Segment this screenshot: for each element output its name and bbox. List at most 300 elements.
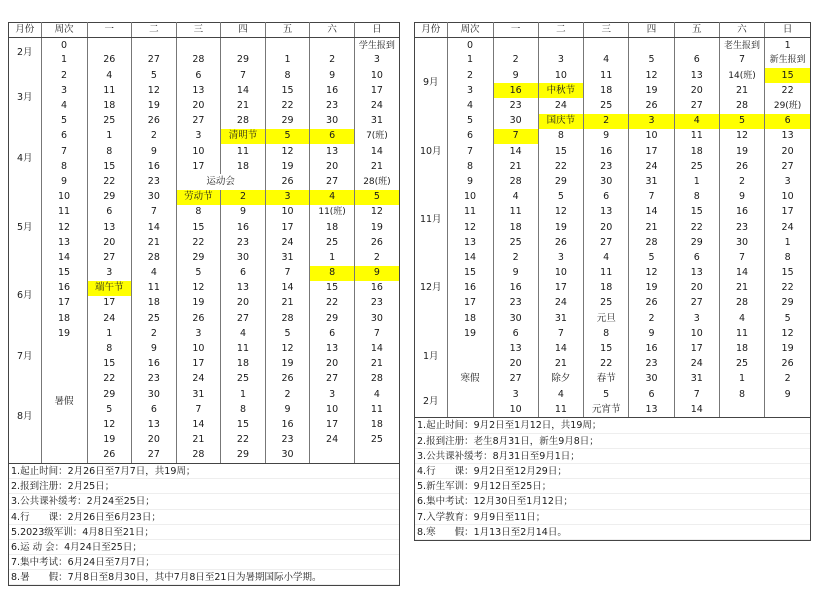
calendar-cell: 国庆节 bbox=[538, 114, 583, 129]
calendar-cell: 3 bbox=[447, 83, 493, 98]
calendar-cell: 22 bbox=[176, 235, 221, 250]
table-row bbox=[9, 296, 399, 311]
calendar-cell: 7 bbox=[265, 266, 310, 281]
calendar-cell: 1 bbox=[221, 387, 266, 402]
calendar-cell: 17 bbox=[674, 341, 719, 356]
calendar-cell: 9 bbox=[132, 341, 177, 356]
calendar-cell: 9 bbox=[493, 68, 538, 83]
table-row bbox=[415, 281, 810, 296]
calendar-cell: 4 bbox=[584, 250, 629, 265]
calendar-cell bbox=[87, 38, 132, 53]
calendar-cell: 25 bbox=[87, 114, 132, 129]
calendar-cell: 3 bbox=[265, 190, 310, 205]
calendar-cell: 8 bbox=[538, 129, 583, 144]
calendar-cell: 清明节 bbox=[221, 129, 266, 144]
calendar-cell: 24 bbox=[176, 372, 221, 387]
header-cell: 二 bbox=[132, 23, 177, 38]
calendar-cell: 12 bbox=[781, 327, 794, 339]
table-row bbox=[9, 129, 399, 144]
calendar-cell: 14 bbox=[221, 83, 266, 98]
calendar-cell: 7 bbox=[373, 327, 380, 339]
calendar-cell: 29 bbox=[176, 250, 221, 265]
note-line: 1.起止时间：9月2日至1月12日，共19周； bbox=[415, 418, 810, 433]
table-row bbox=[9, 68, 399, 83]
calendar-cell: 23 bbox=[493, 296, 538, 311]
calendar-cell: 9 bbox=[310, 68, 355, 83]
calendar-cell: 18 bbox=[493, 220, 538, 235]
calendar-cell: 8 bbox=[674, 190, 719, 205]
calendar-cell: 6 bbox=[41, 129, 87, 144]
calendar-cell: 9 bbox=[132, 144, 177, 159]
calendar-cell: 23 bbox=[221, 235, 266, 250]
calendar-cell: 4 bbox=[221, 326, 266, 341]
calendar-cell bbox=[310, 448, 355, 463]
calendar-cell: 15 bbox=[41, 266, 87, 281]
calendar-cell: 16 bbox=[132, 159, 177, 174]
calendar-cell: 14 bbox=[447, 250, 493, 265]
calendar-cell: 29 bbox=[221, 53, 266, 68]
calendar-cell: 21 bbox=[538, 357, 583, 372]
calendar-cell: 13 bbox=[41, 235, 87, 250]
header-cell: 一 bbox=[87, 23, 132, 38]
header-cell: 周次 bbox=[41, 23, 87, 38]
note-line: 1.起止时间：2月26日至7月7日，共19周； bbox=[9, 464, 399, 479]
calendar-cell: 6 bbox=[674, 53, 719, 68]
calendar-cell: 2 bbox=[132, 326, 177, 341]
calendar-cell: 12 bbox=[538, 205, 583, 220]
calendar-cell: 1 bbox=[784, 236, 791, 248]
calendar-cell: 12 bbox=[265, 144, 310, 159]
calendar-cell: 7 bbox=[719, 53, 764, 68]
calendar-cell: 31 bbox=[176, 387, 221, 402]
calendar-cell: 24 bbox=[674, 357, 719, 372]
calendar-cell: 7(班) bbox=[366, 131, 388, 142]
calendar-cell: 20 bbox=[674, 281, 719, 296]
calendar-cell: 4 bbox=[87, 68, 132, 83]
calendar-cell: 19 bbox=[176, 296, 221, 311]
calendar-cell: 9 bbox=[354, 266, 399, 281]
calendar-cell: 9 bbox=[719, 190, 764, 205]
calendar-cell: 30 bbox=[132, 387, 177, 402]
autumn-semester-calendar bbox=[414, 22, 811, 541]
table-row bbox=[9, 38, 399, 53]
calendar-cell: 22 bbox=[584, 357, 629, 372]
calendar-cell: 端午节 bbox=[87, 281, 132, 296]
calendar-cell: 27 bbox=[310, 372, 355, 387]
calendar-cell: 13 bbox=[87, 220, 132, 235]
calendar-cell: 4 bbox=[41, 98, 87, 113]
calendar-cell: 16 bbox=[719, 205, 764, 220]
calendar-cell bbox=[221, 38, 266, 53]
calendar-cell: 23 bbox=[629, 357, 674, 372]
calendar-cell: 26 bbox=[87, 448, 132, 463]
calendar-cell: 6 bbox=[221, 266, 266, 281]
calendar-cell: 8 bbox=[784, 251, 791, 263]
note-line: 4.行 课：2月26日至6月23日； bbox=[9, 510, 399, 525]
calendar-cell: 31 bbox=[370, 115, 383, 127]
calendar-cell: 13 bbox=[629, 402, 674, 417]
header-cell: 月份 bbox=[415, 23, 447, 38]
header-cell: 周次 bbox=[447, 23, 493, 38]
calendar-cell: 18 bbox=[719, 341, 764, 356]
calendar-cell: 12 bbox=[629, 68, 674, 83]
autumn-notes bbox=[415, 417, 810, 540]
calendar-cell: 26 bbox=[265, 372, 310, 387]
calendar-cell: 15 bbox=[87, 159, 132, 174]
spring-calendar-table bbox=[9, 22, 399, 463]
calendar-cell: 29(班) bbox=[773, 101, 802, 112]
calendar-cell: 17 bbox=[370, 84, 383, 96]
table-row bbox=[415, 250, 810, 265]
calendar-cell: 6 bbox=[674, 250, 719, 265]
calendar-cell: 8 bbox=[310, 266, 355, 281]
table-row bbox=[9, 98, 399, 113]
calendar-cell: 学生报到 bbox=[358, 40, 395, 51]
table-row bbox=[415, 326, 810, 341]
calendar-cell: 30 bbox=[310, 114, 355, 129]
calendar-cell: 12 bbox=[176, 281, 221, 296]
calendar-cell: 9 bbox=[41, 174, 87, 189]
header-cell: 四 bbox=[629, 23, 674, 38]
calendar-cell: 9 bbox=[493, 266, 538, 281]
calendar-cell: 2 bbox=[132, 129, 177, 144]
calendar-cell: 30 bbox=[370, 312, 383, 324]
calendar-cell: 5 bbox=[132, 68, 177, 83]
calendar-cell: 13 bbox=[674, 266, 719, 281]
calendar-cell: 5 bbox=[584, 387, 629, 402]
calendar-cell: 27 bbox=[584, 235, 629, 250]
calendar-cell: 13 bbox=[584, 205, 629, 220]
table-row bbox=[415, 144, 810, 159]
calendar-cell: 19 bbox=[87, 433, 132, 448]
calendar-cell: 13 bbox=[310, 144, 355, 159]
calendar-cell: 18 bbox=[370, 418, 383, 430]
calendar-cell: 21 bbox=[132, 235, 177, 250]
calendar-cell: 0 bbox=[447, 38, 493, 53]
calendar-cell: 14 bbox=[176, 417, 221, 432]
calendar-cell: 19 bbox=[719, 144, 764, 159]
calendar-cell: 26 bbox=[629, 296, 674, 311]
calendar-cell: 2 bbox=[41, 68, 87, 83]
calendar-cell: 21 bbox=[370, 160, 383, 172]
calendar-cell: 28(班) bbox=[363, 176, 391, 187]
calendar-cell: 29 bbox=[310, 311, 355, 326]
spring-notes bbox=[9, 463, 399, 586]
calendar-cell: 7 bbox=[629, 190, 674, 205]
calendar-cell: 22 bbox=[221, 433, 266, 448]
calendar-cell: 12 bbox=[370, 206, 383, 218]
calendar-cell: 14 bbox=[132, 220, 177, 235]
calendar-cell: 13 bbox=[310, 341, 355, 356]
calendar-cell: 17 bbox=[538, 281, 583, 296]
calendar-cell: 28 bbox=[176, 448, 221, 463]
calendar-cell: 8 bbox=[41, 159, 87, 174]
calendar-cell: 26 bbox=[538, 235, 583, 250]
calendar-cell: 2 bbox=[584, 114, 629, 129]
calendar-cell: 22 bbox=[87, 174, 132, 189]
calendar-cell: 31 bbox=[674, 372, 719, 387]
calendar-cell bbox=[493, 38, 538, 53]
calendar-cell: 24 bbox=[370, 100, 383, 112]
table-row bbox=[9, 174, 399, 189]
calendar-cell: 2 bbox=[719, 174, 764, 189]
table-row bbox=[9, 205, 399, 220]
calendar-cell: 9 bbox=[584, 129, 629, 144]
calendar-cell: 5 bbox=[447, 114, 493, 129]
table-row bbox=[415, 114, 810, 129]
calendar-cell: 29 bbox=[87, 387, 132, 402]
calendar-cell: 9 bbox=[784, 388, 791, 400]
calendar-cell: 17 bbox=[176, 159, 221, 174]
header-cell: 日 bbox=[765, 23, 810, 38]
calendar-cell: 27 bbox=[132, 448, 177, 463]
calendar-cell: 20 bbox=[493, 357, 538, 372]
calendar-cell: 6 bbox=[132, 402, 177, 417]
calendar-cell: 11 bbox=[447, 205, 493, 220]
calendar-cell: 16 bbox=[629, 341, 674, 356]
calendar-cell: 30 bbox=[584, 174, 629, 189]
calendar-cell bbox=[765, 402, 810, 417]
calendar-cell: 3月 bbox=[9, 68, 41, 129]
calendar-cell: 1 bbox=[87, 326, 132, 341]
calendar-cell bbox=[9, 448, 41, 463]
calendar-cell: 19 bbox=[265, 159, 310, 174]
calendar-cell: 15 bbox=[310, 281, 355, 296]
calendar-cell: 2 bbox=[629, 311, 674, 326]
calendar-cell: 16 bbox=[493, 281, 538, 296]
calendar-cell: 4 bbox=[674, 114, 719, 129]
table-row bbox=[415, 83, 810, 98]
calendar-cell: 新生报到 bbox=[769, 55, 806, 66]
calendar-cell: 4 bbox=[719, 311, 764, 326]
calendar-cell: 暑假 bbox=[41, 341, 87, 463]
calendar-cell: 10 bbox=[370, 69, 383, 81]
calendar-cell: 11 bbox=[584, 266, 629, 281]
calendar-cell: 6 bbox=[765, 114, 810, 129]
calendar-cell: 11 bbox=[132, 281, 177, 296]
table-row bbox=[415, 220, 810, 235]
calendar-cell: 11 bbox=[370, 403, 383, 415]
calendar-cell: 寒假 bbox=[447, 341, 493, 417]
calendar-cell: 24 bbox=[538, 296, 583, 311]
header-cell: 三 bbox=[584, 23, 629, 38]
calendar-cell: 17 bbox=[41, 296, 87, 311]
calendar-cell: 18 bbox=[41, 311, 87, 326]
calendar-cell: 19 bbox=[781, 343, 794, 355]
calendar-cell: 17 bbox=[447, 296, 493, 311]
table-row bbox=[415, 205, 810, 220]
note-line: 2.报到注册：老生8月31日，新生9月8日； bbox=[415, 434, 810, 449]
calendar-cell: 18 bbox=[584, 281, 629, 296]
calendar-cell: 3 bbox=[310, 387, 355, 402]
calendar-cell: 1 bbox=[719, 372, 764, 387]
note-line: 8.暑 假：7月8日至8月30日，其中7月8日至21日为暑期国际小学期。 bbox=[9, 570, 399, 585]
calendar-cell: 26 bbox=[629, 98, 674, 113]
calendar-cell: 22 bbox=[87, 372, 132, 387]
calendar-cell: 春节 bbox=[584, 372, 629, 387]
table-row bbox=[9, 144, 399, 159]
calendar-cell: 1 bbox=[265, 53, 310, 68]
header-cell: 月份 bbox=[9, 23, 41, 38]
calendar-cell: 13 bbox=[781, 130, 794, 142]
calendar-cell: 18 bbox=[584, 83, 629, 98]
calendar-cell bbox=[415, 38, 447, 53]
calendar-cell: 13 bbox=[493, 341, 538, 356]
calendar-cell: 4月 bbox=[9, 129, 41, 190]
calendar-cell: 28 bbox=[629, 235, 674, 250]
calendar-cell: 元旦 bbox=[584, 311, 629, 326]
calendar-cell: 12 bbox=[629, 266, 674, 281]
calendar-cell: 3 bbox=[87, 266, 132, 281]
calendar-cell: 2 bbox=[447, 68, 493, 83]
calendar-cell: 16 bbox=[584, 144, 629, 159]
calendar-cell: 8 bbox=[719, 387, 764, 402]
calendar-cell: 15 bbox=[87, 357, 132, 372]
calendar-cell: 24 bbox=[781, 221, 794, 233]
table-row bbox=[415, 129, 810, 144]
calendar-cell: 5 bbox=[784, 312, 791, 324]
calendar-cell: 26 bbox=[781, 358, 794, 370]
calendar-cell: 27 bbox=[493, 372, 538, 387]
calendar-cell: 7 bbox=[674, 387, 719, 402]
calendar-cell: 19 bbox=[538, 220, 583, 235]
calendar-cell: 21 bbox=[629, 220, 674, 235]
calendar-cell: 16 bbox=[493, 83, 538, 98]
calendar-cell: 16 bbox=[41, 281, 87, 296]
calendar-cell: 11月 bbox=[415, 190, 447, 251]
calendar-cell: 7月 bbox=[9, 326, 41, 387]
calendar-cell: 25 bbox=[132, 311, 177, 326]
note-line: 7.入学教育：9月9日至11日； bbox=[415, 510, 810, 525]
calendar-cell: 7 bbox=[41, 144, 87, 159]
calendar-cell: 31 bbox=[265, 250, 310, 265]
calendar-cell: 6 bbox=[493, 326, 538, 341]
calendar-cell: 4 bbox=[493, 190, 538, 205]
calendar-cell: 14 bbox=[538, 341, 583, 356]
calendar-cell: 10 bbox=[41, 190, 87, 205]
calendar-cell: 29 bbox=[674, 235, 719, 250]
calendar-cell: 30 bbox=[221, 250, 266, 265]
calendar-cell: 14 bbox=[493, 144, 538, 159]
calendar-cell: 4 bbox=[538, 387, 583, 402]
calendar-cell: 12 bbox=[41, 220, 87, 235]
calendar-cell: 25 bbox=[370, 434, 383, 446]
calendar-cell bbox=[132, 38, 177, 53]
calendar-cell: 4 bbox=[310, 190, 355, 205]
calendar-cell: 15 bbox=[265, 83, 310, 98]
calendar-cell: 15 bbox=[221, 417, 266, 432]
calendar-cell: 运动会 bbox=[176, 174, 265, 189]
calendar-cell: 27 bbox=[674, 98, 719, 113]
header-cell: 五 bbox=[265, 23, 310, 38]
calendar-cell: 8 bbox=[87, 341, 132, 356]
calendar-cell: 8 bbox=[221, 402, 266, 417]
calendar-cell: 14 bbox=[629, 205, 674, 220]
calendar-cell: 2 bbox=[493, 53, 538, 68]
calendar-cell: 1 bbox=[674, 174, 719, 189]
calendar-cell: 8 bbox=[265, 68, 310, 83]
note-line: 3.公共课补缓考：2月24至25日； bbox=[9, 494, 399, 509]
calendar-cell: 6月 bbox=[9, 266, 41, 327]
calendar-cell: 7 bbox=[176, 402, 221, 417]
calendar-cell: 25 bbox=[584, 98, 629, 113]
calendar-cell: 4 bbox=[447, 98, 493, 113]
calendar-cell: 19 bbox=[370, 221, 383, 233]
calendar-cell: 9 bbox=[629, 326, 674, 341]
calendar-cell: 15 bbox=[538, 144, 583, 159]
table-row bbox=[9, 114, 399, 129]
calendar-cell: 8 bbox=[447, 159, 493, 174]
calendar-cell: 19 bbox=[132, 98, 177, 113]
calendar-cell: 26 bbox=[132, 114, 177, 129]
calendar-cell: 25 bbox=[221, 372, 266, 387]
calendar-cell: 9月 bbox=[415, 53, 447, 114]
calendar-cell: 28 bbox=[221, 114, 266, 129]
calendar-cell: 17 bbox=[310, 417, 355, 432]
calendar-cell: 1 bbox=[41, 53, 87, 68]
note-line: 6.集中考试：12月30日至1月12日； bbox=[415, 494, 810, 509]
calendar-cell: 2 bbox=[373, 251, 380, 263]
calendar-cell: 18 bbox=[221, 357, 266, 372]
calendar-cell: 5 bbox=[41, 114, 87, 129]
calendar-cell: 27 bbox=[87, 250, 132, 265]
calendar-cell: 15 bbox=[765, 68, 810, 83]
calendar-cell: 6 bbox=[176, 68, 221, 83]
table-row bbox=[415, 190, 810, 205]
calendar-cell: 12月 bbox=[415, 250, 447, 326]
calendar-cell: 8 bbox=[584, 326, 629, 341]
calendar-cell: 24 bbox=[538, 98, 583, 113]
calendar-cell: 11 bbox=[493, 205, 538, 220]
spring-semester-calendar bbox=[8, 22, 400, 586]
calendar-cell: 21 bbox=[176, 433, 221, 448]
calendar-cell: 22 bbox=[265, 98, 310, 113]
calendar-cell: 23 bbox=[493, 98, 538, 113]
calendar-cell: 6 bbox=[87, 205, 132, 220]
calendar-cell: 25 bbox=[719, 357, 764, 372]
calendar-cell: 23 bbox=[265, 433, 310, 448]
calendar-cell: 16 bbox=[132, 357, 177, 372]
calendar-cell: 12 bbox=[132, 83, 177, 98]
calendar-cell: 18 bbox=[310, 220, 355, 235]
calendar-cell: 7 bbox=[538, 326, 583, 341]
calendar-cell: 28 bbox=[176, 53, 221, 68]
table-row bbox=[9, 250, 399, 265]
calendar-cell: 10 bbox=[265, 205, 310, 220]
calendar-cell: 10 bbox=[176, 144, 221, 159]
note-line: 4.行 课：9月2日至12月29日； bbox=[415, 464, 810, 479]
calendar-cell: 21 bbox=[370, 358, 383, 370]
calendar-cell: 23 bbox=[132, 174, 177, 189]
calendar-cell: 6 bbox=[310, 326, 355, 341]
calendar-cell: 3 bbox=[176, 129, 221, 144]
calendar-cell: 27 bbox=[221, 311, 266, 326]
calendar-cell: 18 bbox=[87, 98, 132, 113]
calendar-cell: 18 bbox=[674, 144, 719, 159]
calendar-cell: 28 bbox=[132, 250, 177, 265]
calendar-cell: 11 bbox=[538, 402, 583, 417]
calendar-cell: 老生报到 bbox=[719, 38, 764, 53]
calendar-cell: 14 bbox=[719, 266, 764, 281]
calendar-cell: 2月 bbox=[415, 387, 447, 417]
calendar-cell: 30 bbox=[493, 311, 538, 326]
calendar-cell: 5 bbox=[629, 250, 674, 265]
calendar-cell: 20 bbox=[87, 235, 132, 250]
calendar-cell: 10月 bbox=[415, 114, 447, 190]
calendar-cell: 14 bbox=[674, 402, 719, 417]
calendar-cell: 30 bbox=[719, 235, 764, 250]
calendar-cell: 13 bbox=[176, 83, 221, 98]
